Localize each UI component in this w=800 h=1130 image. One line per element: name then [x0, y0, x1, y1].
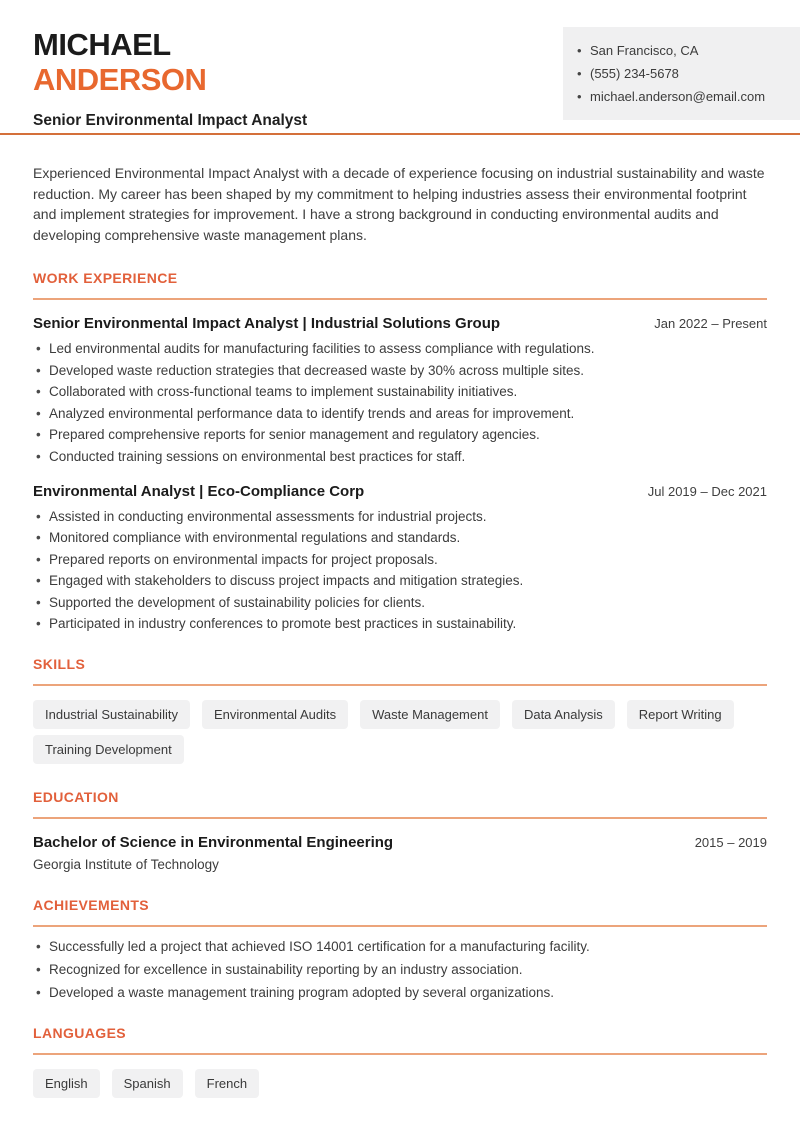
education-heading: EDUCATION [33, 789, 767, 819]
languages-tag-list [33, 1069, 767, 1098]
list-item: • Prepared comprehensive reports for senior management and regulatory agencies. [33, 428, 767, 442]
list-item: • Prepared reports on environmental impacts for project proposals. [33, 553, 767, 567]
job-header [33, 315, 767, 332]
language-tag: English [33, 1069, 100, 1098]
job-header [33, 483, 767, 500]
list-item: • Assisted in conducting environmental assessments for industrial projects. [33, 510, 767, 524]
section-skills [33, 656, 767, 764]
list-item: • Led environmental audits for manufacturing facilities to assess compliance with regulations. [33, 342, 767, 356]
list-item: • Developed waste reduction strategies that decreased waste by 30% across multiple sites. [33, 364, 767, 378]
job-bullet-list [33, 342, 767, 464]
contact-phone: • (555) 234-5678 [577, 66, 786, 81]
section-work-experience [33, 270, 767, 631]
resume-header [0, 0, 800, 135]
job-title-subtitle: Senior Environmental Impact Analyst [33, 112, 308, 129]
contact-info-box [563, 27, 800, 120]
list-item: • Supported the development of sustainability policies for clients. [33, 596, 767, 610]
job-dates: Jul 2019 – Dec 2021 [647, 483, 767, 499]
skill-tag: Industrial Sustainability [33, 700, 190, 729]
job-dates: Jan 2022 – Present [654, 316, 767, 331]
list-item: • Participated in industry conferences to promote best practices in sustainability. [33, 617, 767, 631]
list-item: • Recognized for excellence in sustainability reporting by an industry association. [33, 963, 767, 977]
skill-tag: Waste Management [360, 700, 500, 729]
skill-tag: Environmental Audits [202, 700, 348, 729]
contact-email: • michael.anderson@email.com [577, 89, 786, 104]
work-experience-heading: WORK EXPERIENCE [33, 270, 767, 300]
school-name: Georgia Institute of Technology [33, 857, 219, 872]
achievements-list [33, 940, 767, 1000]
language-tag: Spanish [112, 1069, 183, 1098]
list-item: • Conducted training sessions on environmental best practices for staff. [33, 450, 767, 464]
skill-tag: Training Development [33, 735, 184, 764]
skills-tag-list [33, 700, 767, 764]
job-entry [33, 483, 767, 632]
first-name: MICHAEL [33, 27, 171, 62]
last-name: ANDERSON [33, 62, 207, 97]
achievements-heading: ACHIEVEMENTS [33, 897, 767, 927]
list-item: • Analyzed environmental performance data to identify trends and areas for improvement. [33, 407, 767, 421]
contact-location: • San Francisco, CA [577, 43, 786, 58]
resume-body [0, 163, 800, 1098]
list-item: • Engaged with stakeholders to discuss project impacts and mitigation strategies. [33, 574, 767, 588]
skill-tag: Report Writing [627, 700, 734, 729]
skill-tag: Data Analysis [512, 700, 615, 729]
education-dates: 2015 – 2019 [694, 835, 767, 850]
section-achievements [33, 897, 767, 1000]
job-title: Environmental Analyst | Eco-Compliance Corp [33, 482, 365, 500]
job-title: Senior Environmental Impact Analyst | Industrial Solutions Group [33, 315, 501, 332]
list-item: • Successfully led a project that achieved ISO 14001 certification for a manufacturing facility. [33, 940, 767, 954]
languages-heading: LANGUAGES [33, 1025, 767, 1055]
list-item: • Developed a waste management training program adopted by several organizations. [33, 986, 767, 1000]
section-education [33, 789, 767, 872]
list-item: • Collaborated with cross-functional teams to implement sustainability initiatives. [33, 385, 767, 399]
job-bullet-list [33, 510, 767, 632]
list-item: • Monitored compliance with environmental regulations and standards. [33, 531, 767, 545]
degree-title: Bachelor of Science in Environmental Engineering [33, 834, 394, 851]
skills-heading: SKILLS [33, 656, 767, 686]
education-header [33, 834, 767, 851]
professional-summary: Experienced Environmental Impact Analyst with a decade of experience focusing on industrial sustainability and waste reduction. My career has been shaped by my commitment to helping industries assess their environmental footprint and implement strategies for improvement. I have a strong background in conducting environmental audits and developing comprehensive waste management plans. [33, 165, 765, 243]
job-entry [33, 315, 767, 464]
contact-list [577, 43, 786, 104]
language-tag: French [195, 1069, 259, 1098]
section-languages [33, 1025, 767, 1098]
